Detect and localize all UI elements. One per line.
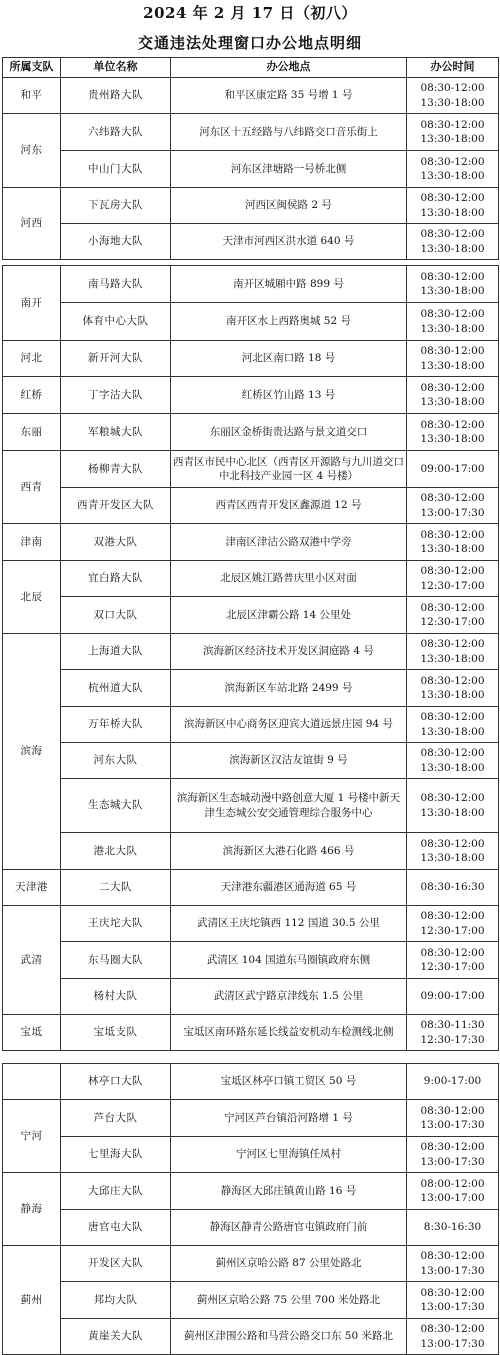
- time-cell: 08:30-12:00 13:00-17:30: [407, 1282, 499, 1319]
- table-row: [3, 1282, 499, 1319]
- addr-cell: 武清区武宁路京津线东 1.5 公里: [171, 979, 407, 1015]
- addr-cell: 静海区静青公路唐官屯镇政府门前: [171, 1210, 407, 1246]
- page-title: 交通违法处理窗口办公地点明细: [137, 34, 362, 52]
- time-cell: 08:30-12:00 13:00-17:30: [407, 488, 499, 524]
- time-cell: 08:30-12:00 13:30-18:00: [407, 224, 499, 260]
- table-row: [3, 1015, 499, 1051]
- table-row: [3, 1100, 499, 1137]
- addr-cell: 津南区津沽公路双港中学旁: [171, 524, 407, 561]
- addr-cell: 宝坻区南环路东延长线益安机动车检测线北侧: [171, 1015, 407, 1051]
- table-row: [3, 1210, 499, 1246]
- table-row: [3, 743, 499, 779]
- addr-cell: 蓟州区京哈公路 87 公里处路北: [171, 1246, 407, 1282]
- dept-cell: 津南: [3, 524, 61, 561]
- unit-cell: 下瓦房大队: [61, 188, 171, 224]
- unit-cell: 军粮城大队: [61, 414, 171, 451]
- table-row: [3, 1173, 499, 1210]
- table-row: [3, 1137, 499, 1173]
- addr-cell: 滨海新区大港石化路 466 号: [171, 833, 407, 870]
- dept-cell: 滨海: [3, 634, 61, 870]
- unit-cell: 贵州路大队: [61, 78, 171, 114]
- unit-cell: 生态城大队: [61, 779, 171, 833]
- table-row: [3, 1246, 499, 1282]
- office-table-part-3: [2, 1063, 499, 1355]
- table-row: [3, 634, 499, 670]
- time-cell: 08:30-12:00 13:30-18:00: [407, 670, 499, 707]
- table-row: [3, 906, 499, 942]
- unit-cell: 体育中心大队: [61, 303, 171, 341]
- table-row: [3, 78, 499, 114]
- time-cell: 08:30-12:00 13:30-18:00: [407, 707, 499, 743]
- addr-cell: 宁河区芦台镇沿河路增 1 号: [171, 1100, 407, 1137]
- addr-cell: 蓟州区津围公路和马营公路交口东 50 米路北: [171, 1319, 407, 1355]
- time-cell: 09:00-17:00: [407, 451, 499, 488]
- addr-cell: 静海区大邱庄镇黄山路 16 号: [171, 1173, 407, 1210]
- table-row: [3, 524, 499, 561]
- time-cell: 08:30-12:00 13:00-17:30: [407, 1319, 499, 1355]
- unit-cell: 杨柳青大队: [61, 451, 171, 488]
- unit-cell: 河东大队: [61, 743, 171, 779]
- table-row: [3, 303, 499, 341]
- unit-cell: 王庆坨大队: [61, 906, 171, 942]
- unit-cell: 杭州道大队: [61, 670, 171, 707]
- addr-cell: 西青区市民中心北区（西青区开源路与九川道交口中北科技产业园一区 4 号楼）: [171, 451, 407, 488]
- table-row: [3, 597, 499, 634]
- time-cell: 8:30-16:30: [407, 1210, 499, 1246]
- unit-cell: 中山门大队: [61, 151, 171, 188]
- dept-cell: 红桥: [3, 377, 61, 414]
- time-cell: 08:30-12:00 13:30-18:00: [407, 303, 499, 341]
- header-unit: 单位名称: [61, 58, 171, 78]
- table-row: [3, 114, 499, 151]
- time-cell: 08:30-11:30 12:30-17:30: [407, 1015, 499, 1051]
- addr-cell: 滨海新区汉沽友谊街 9 号: [171, 743, 407, 779]
- unit-cell: 上海道大队: [61, 634, 171, 670]
- unit-cell: 二大队: [61, 870, 171, 906]
- unit-cell: 双口大队: [61, 597, 171, 634]
- time-cell: 08:30-12:00 13:30-18:00: [407, 114, 499, 151]
- table-row: [3, 833, 499, 870]
- dept-cell: 北辰: [3, 561, 61, 634]
- addr-cell: 河西区闽侯路 2 号: [171, 188, 407, 224]
- time-cell: 08:30-12:00 12:30-17:00: [407, 906, 499, 942]
- unit-cell: 七里海大队: [61, 1137, 171, 1173]
- unit-cell: 大邱庄大队: [61, 1173, 171, 1210]
- dept-cell: 河东: [3, 114, 61, 188]
- table-header-row: [3, 58, 499, 78]
- time-cell: 08:30-12:00 13:30-18:00: [407, 151, 499, 188]
- table-row: [3, 942, 499, 979]
- dept-cell: 南开: [3, 266, 61, 341]
- addr-cell: 宝坻区林亭口镇工贸区 50 号: [171, 1064, 407, 1100]
- table-row: [3, 561, 499, 597]
- time-cell: 9:00-17:00: [407, 1064, 499, 1100]
- unit-cell: 西青开发区大队: [61, 488, 171, 524]
- time-cell: 08:30-12:00 13:30-18:00: [407, 341, 499, 377]
- table-row: [3, 870, 499, 906]
- dept-cell: 宝坻: [3, 1015, 61, 1051]
- addr-cell: 和平区康定路 35 号增 1 号: [171, 78, 407, 114]
- table-row: [3, 979, 499, 1015]
- time-cell: 08:30-16:30: [407, 870, 499, 906]
- unit-cell: 小海地大队: [61, 224, 171, 260]
- addr-cell: 南开区水上西路奥城 52 号: [171, 303, 407, 341]
- table-row: [3, 1064, 499, 1100]
- dept-cell: 蓟州: [3, 1246, 61, 1355]
- addr-cell: 滨海新区中心商务区迎宾大道远景庄园 94 号: [171, 707, 407, 743]
- time-cell: 08:30-12:00 12:30-17:00: [407, 561, 499, 597]
- header-time: 办公时间: [407, 58, 499, 78]
- dept-cell: 宁河: [3, 1100, 61, 1173]
- addr-cell: 滨海新区经济技术开发区洞庭路 4 号: [171, 634, 407, 670]
- table-row: [3, 707, 499, 743]
- time-cell: 08:30-12:00 13:00-17:30: [407, 1100, 499, 1137]
- time-cell: 08:30-12:00 13:30-18:00: [407, 188, 499, 224]
- dept-cell: 西青: [3, 451, 61, 524]
- addr-cell: 河北区南口路 18 号: [171, 341, 407, 377]
- office-table-part-2: [2, 265, 499, 1051]
- table-row: [3, 488, 499, 524]
- table-row: [3, 451, 499, 488]
- table-row: [3, 779, 499, 833]
- unit-cell: 黄崖关大队: [61, 1319, 171, 1355]
- addr-cell: 南开区城厢中路 899 号: [171, 266, 407, 303]
- dept-cell: 和平: [3, 78, 61, 114]
- time-cell: 08:30-12:00 13:30-18:00: [407, 524, 499, 561]
- unit-cell: 宝坻支队: [61, 1015, 171, 1051]
- time-cell: 08:00-12:00 13:00-17:00: [407, 1173, 499, 1210]
- time-cell: 08:30-12:00 13:30-18:00: [407, 833, 499, 870]
- time-cell: 08:30-12:00 13:30-18:00: [407, 414, 499, 451]
- unit-cell: 林亭口大队: [61, 1064, 171, 1100]
- addr-cell: 红桥区竹山路 13 号: [171, 377, 407, 414]
- table-row: [3, 377, 499, 414]
- addr-cell: 武清区王庆坨镇西 112 国道 30.5 公里: [171, 906, 407, 942]
- unit-cell: 六纬路大队: [61, 114, 171, 151]
- dept-cell: 武清: [3, 906, 61, 1015]
- addr-cell: 天津市河西区洪水道 640 号: [171, 224, 407, 260]
- unit-cell: 芦台大队: [61, 1100, 171, 1137]
- table-row: [3, 266, 499, 303]
- header-dept: 所属支队: [3, 58, 61, 78]
- addr-cell: 北辰区姚江路普庆里小区对面: [171, 561, 407, 597]
- dept-cell: 河北: [3, 341, 61, 377]
- unit-cell: 杨村大队: [61, 979, 171, 1015]
- time-cell: 08:30-12:00 13:30-18:00: [407, 78, 499, 114]
- addr-cell: 河东区十五经路与八纬路交口音乐街上: [171, 114, 407, 151]
- unit-cell: 唐官屯大队: [61, 1210, 171, 1246]
- time-cell: 08:30-12:00 13:30-18:00: [407, 779, 499, 833]
- addr-cell: 北辰区津霸公路 14 公里处: [171, 597, 407, 634]
- time-cell: 08:30-12:00 13:00-17:30: [407, 1246, 499, 1282]
- page-title-date: 2024 年 2 月 17 日（初八）: [143, 4, 357, 22]
- dept-cell: 静海: [3, 1173, 61, 1246]
- time-cell: 08:30-12:00 13:30-18:00: [407, 266, 499, 303]
- time-cell: 08:30-12:00 13:30-18:00: [407, 634, 499, 670]
- unit-cell: 万年桥大队: [61, 707, 171, 743]
- table-row: [3, 670, 499, 707]
- table-row: [3, 188, 499, 224]
- table-row: [3, 1319, 499, 1355]
- time-cell: 09:00-17:00: [407, 979, 499, 1015]
- unit-cell: 东马圈大队: [61, 942, 171, 979]
- unit-cell: 港北大队: [61, 833, 171, 870]
- addr-cell: 东丽区金桥街贵达路与景文道交口: [171, 414, 407, 451]
- unit-cell: 邦均大队: [61, 1282, 171, 1319]
- header-addr: 办公地点: [171, 58, 407, 78]
- dept-cell: 东丽: [3, 414, 61, 451]
- dept-cell: [3, 1064, 61, 1100]
- addr-cell: 河东区津塘路一号桥北侧: [171, 151, 407, 188]
- unit-cell: 开发区大队: [61, 1246, 171, 1282]
- table-row: [3, 341, 499, 377]
- dept-cell: 天津港: [3, 870, 61, 906]
- dept-cell: 河西: [3, 188, 61, 260]
- addr-cell: 蓟州区京哈公路 75 公里 700 米处路北: [171, 1282, 407, 1319]
- addr-cell: 滨海新区车站北路 2499 号: [171, 670, 407, 707]
- time-cell: 08:30-12:00 13:30-18:00: [407, 377, 499, 414]
- unit-cell: 南马路大队: [61, 266, 171, 303]
- unit-cell: 宜白路大队: [61, 561, 171, 597]
- time-cell: 08:30-12:00 13:30-18:00: [407, 743, 499, 779]
- unit-cell: 双港大队: [61, 524, 171, 561]
- table-row: [3, 224, 499, 260]
- addr-cell: 滨海新区生态城动漫中路创意大厦 1 号楼中新天津生态城公安交通管理综合服务中心: [171, 779, 407, 833]
- addr-cell: 武清区 104 国道东马圈镇政府东侧: [171, 942, 407, 979]
- time-cell: 08:30-12:00 13:00-17:30: [407, 1137, 499, 1173]
- unit-cell: 丁字沽大队: [61, 377, 171, 414]
- addr-cell: 西青区西青开发区鑫源道 12 号: [171, 488, 407, 524]
- table-row: [3, 151, 499, 188]
- office-table-part-1: [2, 57, 499, 260]
- table-row: [3, 414, 499, 451]
- addr-cell: 天津港东疆港区通海道 65 号: [171, 870, 407, 906]
- unit-cell: 新开河大队: [61, 341, 171, 377]
- time-cell: 08:30-12:00 12:30-17:00: [407, 597, 499, 634]
- addr-cell: 宁河区七里海镇任凤村: [171, 1137, 407, 1173]
- time-cell: 08:30-12:00 12:30-17:00: [407, 942, 499, 979]
